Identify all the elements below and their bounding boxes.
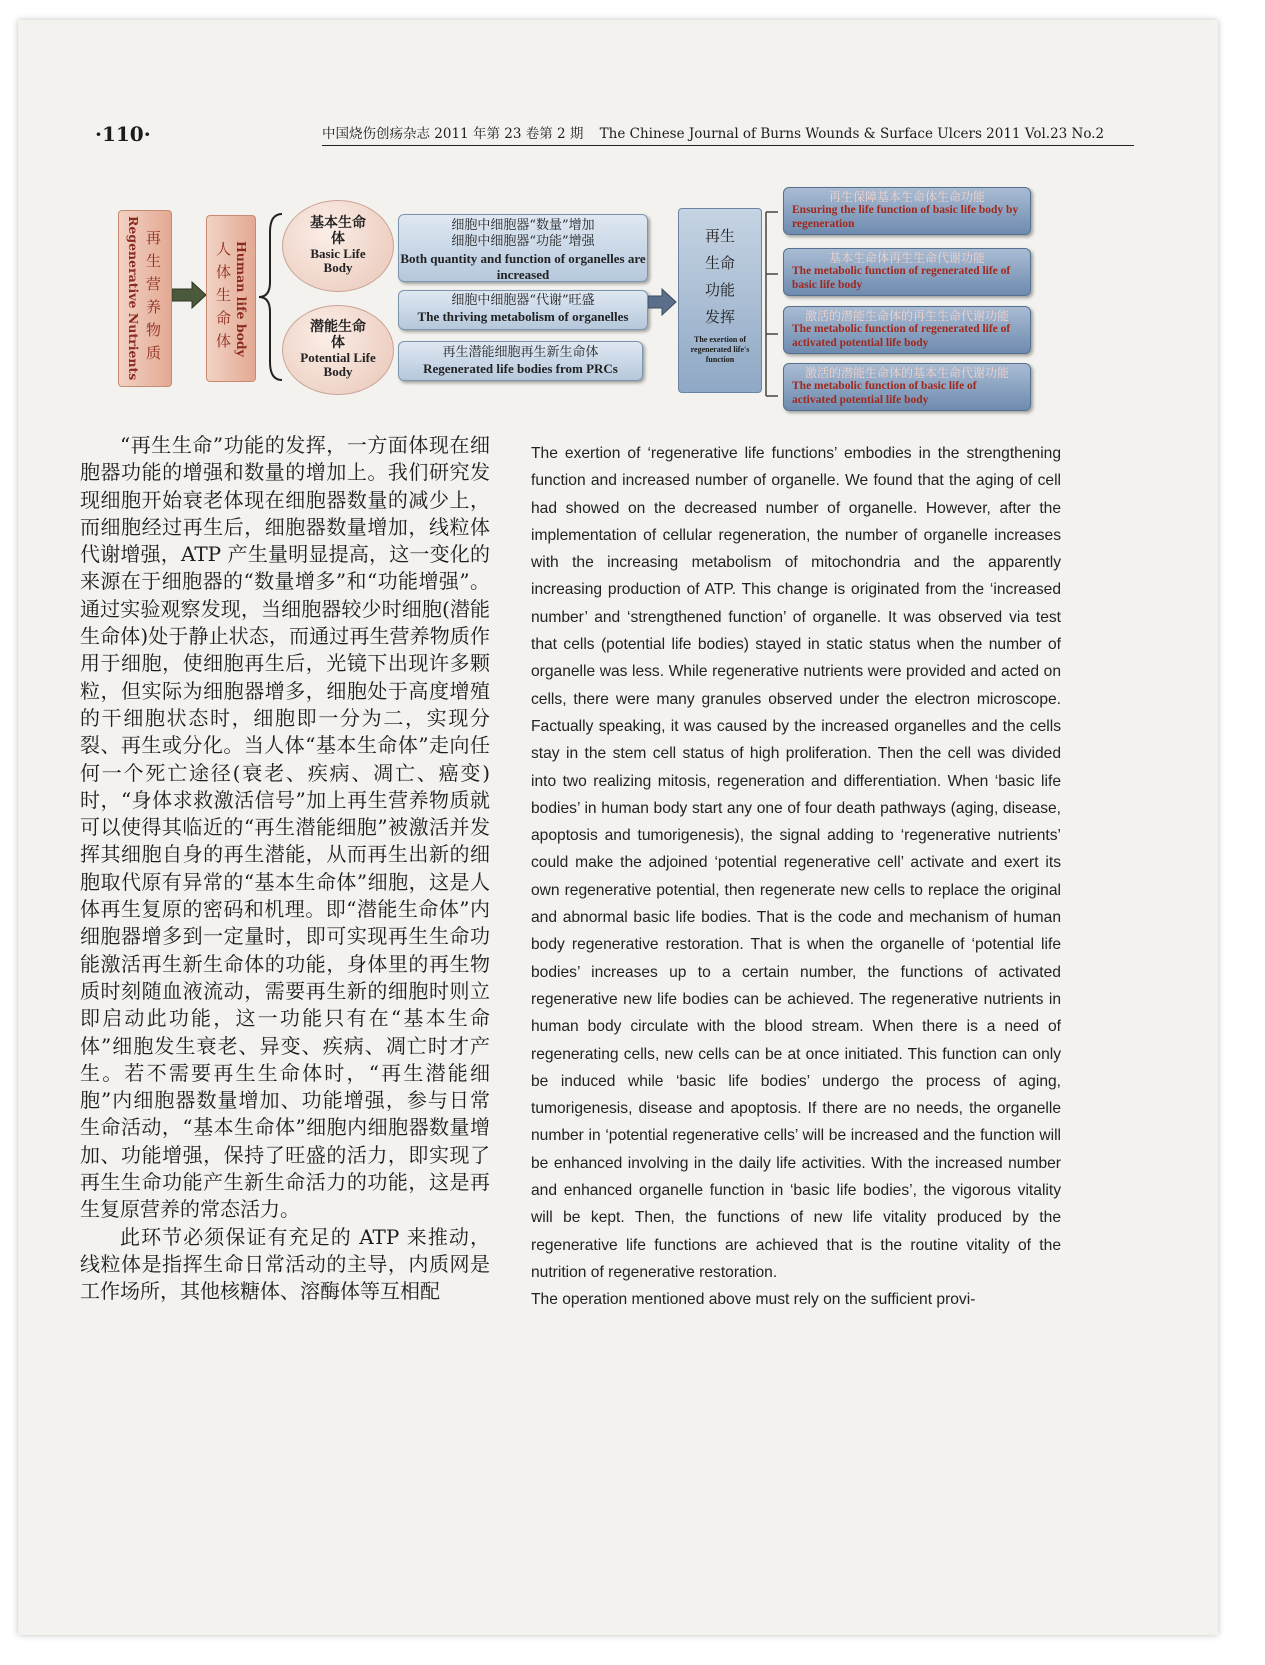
organelle-quantity-box [398, 214, 648, 282]
organelle-quantity-en: Both quantity and function of organelles are increased [400, 250, 646, 282]
regeneration-diagram [0, 0, 1265, 450]
english-paragraph: The exertion of ‘regenerative life functions’ embodies in the strengthening function and increased number of organelle. We found that the aging of cell had showed on the decreased number of organelle. However, after the implementation of cellular regeneration, the number of organelle increases with the increasing metabolism of mitochondria and the apparently increasing production of ATP. This change is originated from the ‘increased number’ and ‘strengthened function’ of organelle. It was observed via test that cells (potential life bodies) stayed in static status when the number of organelle was less. While regenerative nutrients were provided and acted on cells, there were many granules observed under the electron microscope. Factually speaking, it was caused by the increased organelles and the cells stay in the stem cell status of high proliferation. Then the cell was divided into two realizing mitosis, regeneration and differentiation. When ‘basic life bodies’ in human body start any one of four death pathways (aging, disease, apoptosis and tumorigenesis), the signal adding to ‘regenerative nutrients’ could make the adjoined ‘potential regenerative cell’ activate and exert its own regenerative potential, then regenerate new cells to replace the original and abnormal basic life bodies. That is the code and mechanism of human body regenerative restoration. That is when the organelle of ‘potential life bodies’ increases up to a certain number, the functions of activated regenerative new life bodies can be achieved. The regenerative nutrients in human body circulate with the blood stream. When there is a need of regenerating cells, new cells can be at once initiated. This function can only be induced while ‘basic life bodies’ undergo the process of aging, tumorigenesis, disease and apoptosis. If there are no needs, the organelle number in ‘potential regenerative cells’ will be increased and the function will be enhanced involving in the daily life activities. With the increased number and enhanced organelle function in ‘basic life bodies’, the vigorous vitality will be kept. Then, the functions of new life vitality produced by the regenerative life functions are achieved that is the routine vitality of the nutrition of regenerative restoration. [531, 445, 1061, 1281]
organelle-quantity-cn1: 细胞中细胞器“数量”增加 [451, 218, 595, 233]
organelle-quantity-cn2: 细胞中细胞器“功能”增强 [451, 234, 595, 250]
right-box-1-en: Ensuring the life function of basic life body by regeneration [792, 204, 1019, 231]
basic-life-body-en: Basic Life Body [310, 246, 366, 276]
english-paragraph: The operation mentioned above must rely on the sufficient provi- [531, 1291, 976, 1309]
regenerated-life-function-box [678, 208, 762, 393]
right-box-1-cn: 再生保障基本生命体生命功能 [828, 190, 985, 204]
right-box-3-en: The metabolic function of regenerated life of activated potential life body [792, 323, 1011, 350]
right-box-4 [783, 363, 1031, 411]
potential-life-body-cn: 潜能生命体 [310, 319, 366, 351]
human-life-body-box [206, 215, 256, 382]
prcs-en: Regenerated life bodies from PRCs [423, 361, 618, 377]
right-box-4-cn: 激活的潜能生命体的基本生命代谢功能 [804, 366, 1009, 380]
center-en: The exertion of regenerated life's function [690, 335, 750, 364]
basic-life-body-circle [282, 200, 394, 292]
bracket-icon [764, 206, 784, 402]
chinese-paragraph: 此环节必须保证有充足的 ATP 来推动，线粒体是指挥生命日常活动的主导，内质网是工作场所，其他核糖体、溶酶体等互相配 [80, 1224, 490, 1304]
human-life-body-en: Human life body [234, 240, 249, 357]
brace-icon [256, 212, 286, 382]
prcs-cn: 再生潜能细胞再生新生命体 [442, 345, 599, 360]
arrow-icon [648, 287, 678, 317]
english-text-column [531, 440, 1061, 1314]
basic-life-body-cn: 基本生命体 [310, 215, 366, 247]
organelle-metabolism-cn: 细胞中细胞器“代谢”旺盛 [451, 293, 595, 308]
chinese-paragraph: “再生生命”功能的发挥，一方面体现在细胞器功能的增强和数量的增加上。我们研究发现细胞开始衰老体现在细胞器数量的减少上，而细胞经过再生后，细胞器数量增加，线粒体代谢增强，ATP 产生量明显提高，这一变化的来源在于细胞器的“数量增多”和“功能增强”。通过实验观察发现，当细胞器较少时细胞(潜能生命体)处于静止状态，而通过再生营养物质作用于细胞，使细胞再生后，光镜下出现许多颗粒，但实际为细胞器增多，细胞处于高度增殖的干细胞状态时，细胞即一分为二，实现分裂、再生或分化。当人体“基本生命体”走向任何一个死亡途径(衰老、疾病、凋亡、癌变)时，“身体求救激活信号”加上再生营养物质就可以使得其临近的“再生潜能细胞”被激活并发挥其细胞自身的再生潜能，从而再生出新的细胞取代原有异常的“基本生命体”细胞，这是人体再生复原的密码和机理。即“潜能生命体”内细胞器增多到一定量时，即可实现再生生命功能激活再生新生命体的功能，身体里的再生物质时刻随血液流动，需要再生新的细胞时则立即启动此功能，这一功能只有在“基本生命体”细胞发生衰老、异变、疾病、凋亡时才产生。若不需要再生生命体时，“再生潜能细胞”内细胞器数量增加、功能增强，参与日常生命活动，“基本生命体”细胞内细胞器数量增加、功能增强，保持了旺盛的活力，即实现了再生生命功能产生新生命活力的功能，这是再生复原营养的常态活力。 [80, 433, 490, 1222]
right-box-2-en: The metabolic function of regenerated life of basic life body [792, 265, 1011, 292]
potential-life-body-en: Potential Life Body [300, 350, 376, 380]
human-life-body-cn: 人体生命体 [214, 241, 232, 356]
right-box-2-cn: 基本生命体再生生命代谢功能 [828, 251, 985, 265]
center-cn-line-3: 功能 [704, 281, 735, 299]
center-cn-line-2: 生命 [704, 254, 735, 272]
right-box-2 [783, 248, 1031, 296]
right-box-4-en: The metabolic function of basic life of activated potential life body [792, 380, 977, 407]
right-box-3-cn: 激活的潜能生命体的再生生命代谢功能 [804, 309, 1009, 323]
regenerative-nutrients-cn: 再生营养物质 [144, 229, 162, 368]
center-cn-line-1: 再生 [704, 227, 735, 245]
chinese-text-column [80, 432, 490, 1306]
regenerative-nutrients-en: Regenerative Nutrients [126, 216, 141, 381]
prcs-box [398, 341, 643, 381]
regenerative-nutrients-box [118, 210, 172, 387]
potential-life-body-circle [282, 305, 394, 395]
page-number: ·110· [95, 122, 151, 146]
organelle-metabolism-box [398, 290, 648, 330]
organelle-metabolism-en: The thriving metabolism of organelles [417, 309, 629, 325]
center-cn-line-4: 发挥 [704, 308, 735, 326]
right-box-1 [783, 187, 1031, 235]
arrow-icon [172, 280, 208, 310]
header-journal-cn: 中国烧伤创疡杂志 2011 年第 23 卷第 2 期 [322, 126, 584, 142]
header-journal-en: The Chinese Journal of Burns Wounds & Surface Ulcers 2011 Vol.23 No.2 [599, 126, 1105, 142]
right-box-3 [783, 306, 1031, 354]
